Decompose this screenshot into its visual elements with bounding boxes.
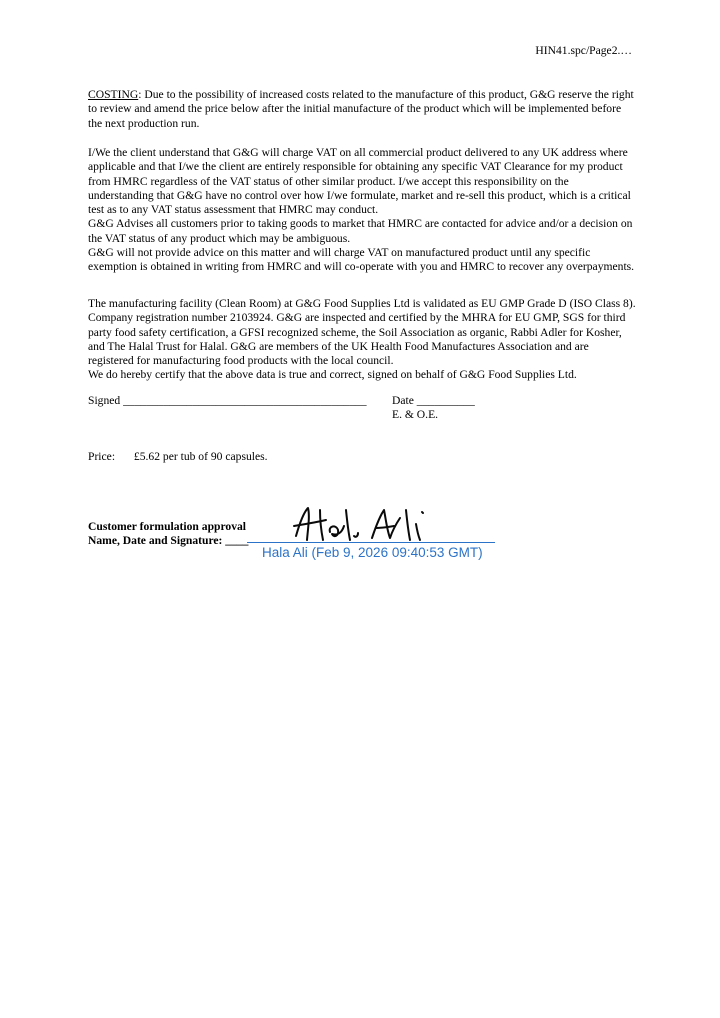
eoe-text: E. & O.E. [392, 408, 439, 422]
signed-row [88, 394, 367, 408]
date-label: Date [392, 394, 414, 407]
signed-line: __________________________________________ [123, 394, 367, 407]
vat-section [88, 146, 636, 275]
price-label: Price: [88, 450, 116, 463]
vat-paragraph-3: G&G will not provide advice on this matter and will charge VAT on manufactured product until any specific exemption is obtained in writing from HMRC and will co-operate with you and HMRC to recover any overpayments. [88, 246, 635, 274]
costing-label: COSTING [88, 88, 139, 101]
approval-name-date-signature: Name, Date and Signature: ____ [88, 534, 249, 547]
costing-paragraph [88, 88, 636, 131]
approval-title: Customer formulation approval [88, 520, 247, 533]
page-reference: HIN41.spc/Page2.… [535, 44, 632, 57]
approval-block [88, 520, 248, 548]
handwritten-signature [290, 502, 440, 546]
facility-section [88, 297, 636, 383]
costing-text: : Due to the possibility of increased costs related to the manufacture of this product, G&G reserve the right to review and amend the price below after the initial manufacture of the product which will be implemented before the next production run. [88, 88, 634, 130]
facility-paragraph: The manufacturing facility (Clean Room) at G&G Food Supplies Ltd is validated as EU GMP Grade D (ISO Class 8). Company registration number 2103924. G&G are inspected and certified by the MHRA for EU GMP, SGS for third party food safety certification, a GFSI recognized scheme, the Soil Association as organic, Rabbi Adler for Kosher, and The Halal Trust for Halal. G&G are members of the UK Health Food Manufactures Association and are registered for manufacturing food products with the local council. [88, 297, 636, 368]
vat-paragraph-1: I/We the client understand that G&G will charge VAT on all commercial product delivered to any UK address where applicable and that I/we the client are entirely responsible for obtaining any specific VAT Clearance for my product from HMRC regardless of the VAT status of other similar product. I/we accept this responsibility on the understanding that G&G have no control over how I/we formulate, market and re-sell this product, which is a critical test as to any VAT status assessment that HMRC may conduct. [88, 146, 631, 217]
date-line: __________ [416, 394, 475, 407]
vat-paragraph-2: G&G Advises all customers prior to taking goods to market that HMRC are contacted for advice and/or a decision on the VAT status of any product which may be ambiguous. [88, 217, 633, 245]
signature-caption: Hala Ali (Feb 9, 2026 09:40:53 GMT) [262, 545, 483, 560]
date-block [392, 394, 475, 423]
certify-statement: We do hereby certify that the above data is true and correct, signed on behalf of G&G Food Supplies Ltd. [88, 368, 577, 382]
price-row [88, 450, 268, 464]
signed-label: Signed [88, 394, 121, 407]
price-value: £5.62 per tub of 90 capsules. [133, 450, 268, 463]
